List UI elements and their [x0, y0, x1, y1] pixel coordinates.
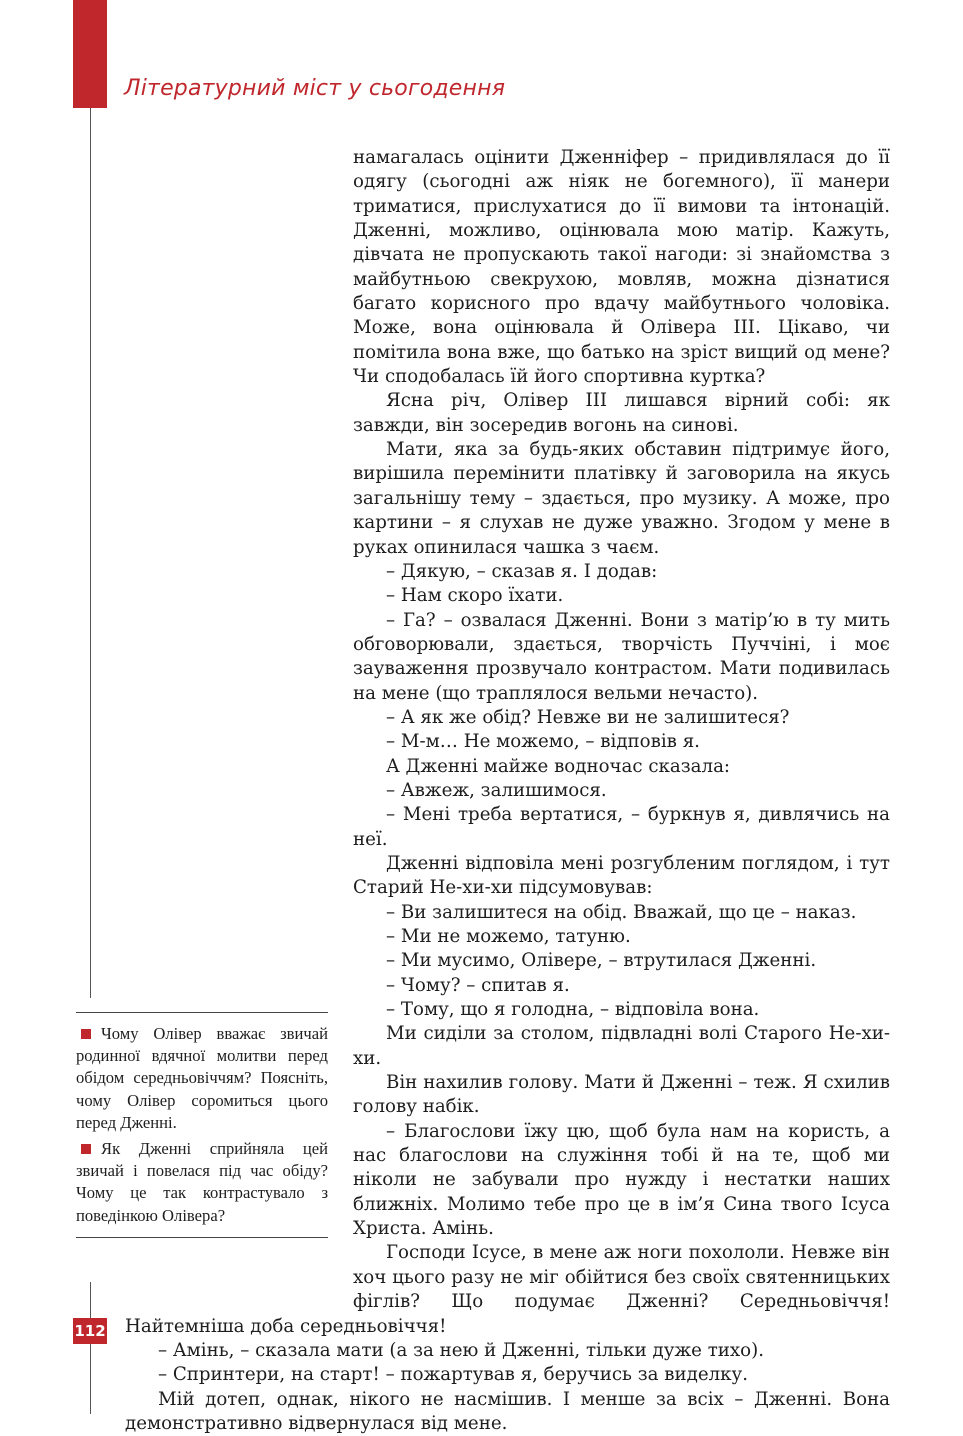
paragraph: – Авжеж, залишимося.: [386, 779, 607, 801]
paragraph: А Дженні майже водночас сказала:: [386, 755, 731, 777]
paragraph: – Благослови їжу цю, щоб була нам на користь, а нас благослови на служіння тобі й на те, щоб ми ніколи не забували про нужду і нестатки наших ближніх. Молимо тебе про це в ім’я Сина твого Ісуса Христа. Амінь.: [353, 1120, 890, 1240]
header-color-band: [73, 0, 107, 108]
paragraph: Мати, яка за будь-яких обставин підтримує його, вирішила перемінити платівку й заговорила на якусь загальнішу тему – здається, про музику. А може, про картини – я слухав не дуже уважно. Згодом у мене в руках опинилася чашка з чаєм.: [353, 439, 890, 558]
paragraph: – Ми мусимо, Олівере, – втрутилася Дженні.: [386, 950, 817, 972]
paragraph: – Мені треба вертатися, – буркнув я, дивлячись на неї.: [353, 804, 890, 850]
paragraph: – М-м… Не можемо, – відповів я.: [386, 731, 700, 753]
margin-rule-lower: [90, 1282, 91, 1414]
paragraph: – Га? – озвалася Дженні. Вони з матір’ю в ту мить обговорювали, здається, творчість Пуччіні, і моє зауваження прозвучало контрастом. Мати подивилась на мене (що траплялося вельми нечасто).: [353, 609, 890, 704]
question-text: Чому Олівер вважає звичай родинної вдячної молитви перед обідом середньовіччям? Поясніть, чому Олівер соромиться цього перед Дженні.: [76, 1024, 328, 1132]
question-text: Як Дженні сприйняла цей звичай і повелася під час обіду? Чому це так контрастувало з поведінкою Олівера?: [76, 1139, 328, 1225]
main-text: [125, 146, 890, 1436]
paragraph: – Амінь, – сказала мати (а за нею й Дженні, тільки дуже тихо).: [158, 1339, 764, 1361]
paragraph: – А як же обід? Невже ви не залишитеся?: [386, 706, 790, 728]
paragraph: – Нам скоро їхати.: [386, 585, 564, 607]
paragraph: намагалась оцінити Дженніфер – придивлялася до її одягу (сьогодні аж ніяк не богемного), її манери триматися, прислухатися до її вимови та інтонацій. Дженні, можливо, оцінювала мою матір. Кажуть, дівчата не пропускають такої нагоди: зі знайомства з майбутньою свекрухою, мовляв, можна дізнатися багато корисного про вдачу майбутнього чоловіка. Може, вона оцінювала й Олівера III. Цікаво, чи помітила вона вже, що батько на зріст вищий од мене? Чи сподобалась їй його спортивна куртка?: [353, 147, 890, 388]
questions-sidebar: [76, 1012, 328, 1238]
section-title: Літературний міст у сьогодення: [124, 76, 506, 101]
paragraph: Мій дотеп, однак, нікого не насмішив. І менше за всіх – Дженні. Вона демонстративно відвернулася від мене.: [125, 1388, 890, 1434]
paragraph: – Дякую, – сказав я. І додав:: [386, 560, 658, 582]
paragraph: – Чому? – спитав я.: [386, 974, 570, 996]
paragraph: Ми сиділи за столом, підвладні волі Старого Не-хи-хи.: [353, 1023, 890, 1069]
paragraph: – Ми не можемо, татуню.: [386, 926, 631, 947]
question-item: [76, 1023, 328, 1134]
square-bullet-icon: [81, 1144, 91, 1154]
question-item: [76, 1138, 328, 1227]
margin-rule-upper: [90, 108, 91, 998]
paragraph: – Спринтери, на старт! – пожартував я, беручись за виделку.: [158, 1364, 748, 1386]
paragraph: Він нахилив голову. Мати й Дженні – теж. Я схилив голову набік.: [353, 1072, 890, 1118]
paragraph: Дженні відповіла мені розгубленим поглядом, і тут Старий Не-хи-хи підсумовував:: [353, 852, 890, 899]
page-number: 112: [73, 1318, 107, 1344]
square-bullet-icon: [81, 1029, 91, 1039]
paragraph: – Ви залишитеся на обід. Вважай, що це – наказ.: [386, 901, 857, 923]
paragraph: – Тому, що я голодна, – відповіла вона.: [386, 999, 760, 1021]
paragraph: Ясна річ, Олівер III лишався вірний собі: як завжди, він зосередив вогонь на синові.: [353, 390, 890, 436]
paragraph: Господи Ісусе, в мене аж ноги похололи. Невже він хоч цього разу не міг обійтися без своїх святенницьких фіглів? Що подумає Дженні? Середньовіччя! Найтемніша доба середньовіччя!: [125, 1242, 890, 1337]
